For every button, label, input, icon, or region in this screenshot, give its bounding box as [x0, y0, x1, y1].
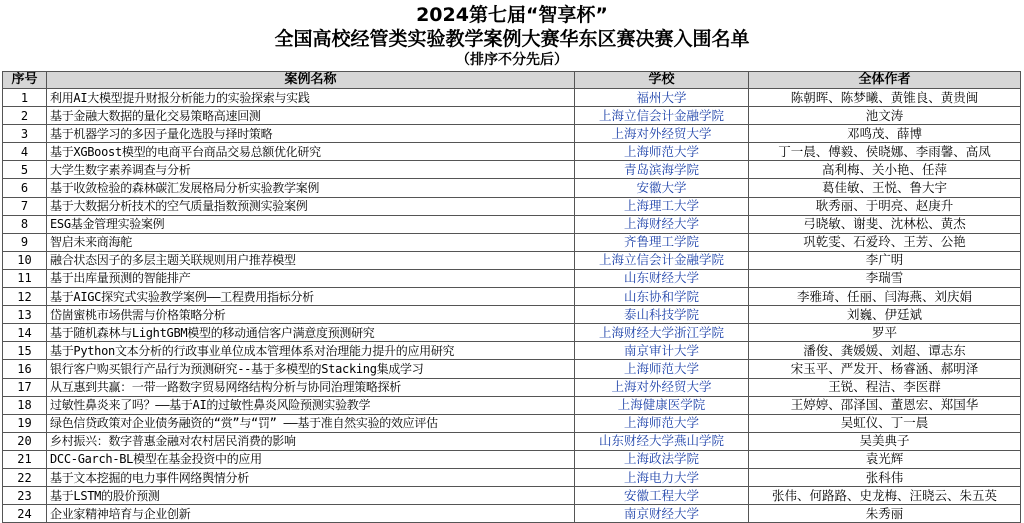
case-name-cell: 企业家精神培育与企业创新: [47, 505, 575, 523]
authors-cell: 张伟、何路路、史龙梅、汪晓云、朱五英: [749, 487, 1021, 505]
school-cell: 上海立信会计金融学院: [575, 107, 749, 125]
case-name-cell: 融合状态因子的多层主题关联规则用户推荐模型: [47, 251, 575, 269]
sort-note: （排序不分先后）: [456, 52, 568, 68]
authors-cell: 邓鸣茂、薛博: [749, 125, 1021, 143]
authors-cell: 李瑞雪: [749, 269, 1021, 287]
authors-cell: 高利梅、关小艳、任萍: [749, 161, 1021, 179]
authors-cell: 吴虹仪、丁一晨: [749, 414, 1021, 432]
row-number: 3: [3, 125, 47, 143]
authors-cell: 潘俊、龚媛媛、刘超、谭志东: [749, 342, 1021, 360]
authors-cell: 李广明: [749, 251, 1021, 269]
table-row: [3, 179, 1021, 197]
authors-cell: 刘巍、伊廷斌: [749, 306, 1021, 324]
row-number: 10: [3, 251, 47, 269]
case-name-cell: 基于出库量预测的智能排产: [47, 269, 575, 287]
table-row: [3, 342, 1021, 360]
table-row: [3, 143, 1021, 161]
case-name-cell: 乡村振兴：数字普惠金融对农村居民消费的影响: [47, 432, 575, 450]
row-number: 13: [3, 306, 47, 324]
row-number: 7: [3, 197, 47, 215]
row-number: 23: [3, 487, 47, 505]
row-number: 1: [3, 89, 47, 107]
table-row: [3, 125, 1021, 143]
authors-cell: 张科伟: [749, 468, 1021, 486]
case-name-cell: 基于收敛检验的森林碳汇发展格局分析实验教学案例: [47, 179, 575, 197]
column-header-no: 序号: [3, 72, 47, 89]
table-row: [3, 288, 1021, 306]
case-name-cell: 基于XGBoost模型的电商平台商品交易总额优化研究: [47, 143, 575, 161]
case-name-cell: 从互惠到共赢：一带一路数字贸易网络结构分析与协同治理策略探析: [47, 378, 575, 396]
table-row: [3, 161, 1021, 179]
school-cell: 上海财经大学浙江学院: [575, 324, 749, 342]
table-row: [3, 505, 1021, 523]
page-title: 2024第七届“智享杯”: [416, 4, 608, 26]
row-number: 9: [3, 233, 47, 251]
case-name-cell: 大学生数字素养调查与分析: [47, 161, 575, 179]
school-cell: 山东协和学院: [575, 288, 749, 306]
table-row: [3, 197, 1021, 215]
authors-cell: 李雅琦、任丽、闫海燕、刘庆娟: [749, 288, 1021, 306]
school-cell: 安徽工程大学: [575, 487, 749, 505]
row-number: 11: [3, 269, 47, 287]
table-row: [3, 269, 1021, 287]
row-number: 20: [3, 432, 47, 450]
row-number: 15: [3, 342, 47, 360]
case-name-cell: 基于LSTM的股价预测: [47, 487, 575, 505]
table-row: [3, 396, 1021, 414]
school-cell: 上海师范大学: [575, 360, 749, 378]
school-cell: 上海电力大学: [575, 468, 749, 486]
school-cell: 上海师范大学: [575, 143, 749, 161]
case-name-cell: 过敏性鼻炎来了吗？——基于AI的过敏性鼻炎风险预测实验教学: [47, 396, 575, 414]
authors-cell: 袁光辉: [749, 450, 1021, 468]
table-row: [3, 215, 1021, 233]
authors-cell: 罗平: [749, 324, 1021, 342]
case-name-cell: 银行客户购买银行产品行为预测研究--基于多模型的Stacking集成学习: [47, 360, 575, 378]
table-row: [3, 487, 1021, 505]
case-name-cell: 岱崮蜜桃市场供需与价格策略分析: [47, 306, 575, 324]
column-header-authors: 全体作者: [749, 72, 1021, 89]
authors-cell: 吴美典子: [749, 432, 1021, 450]
row-number: 14: [3, 324, 47, 342]
case-name-cell: 基于随机森林与LightGBM模型的移动通信客户满意度预测研究: [47, 324, 575, 342]
table-row: [3, 450, 1021, 468]
table-row: [3, 107, 1021, 125]
school-cell: 南京财经大学: [575, 505, 749, 523]
table-row: [3, 89, 1021, 107]
school-cell: 上海对外经贸大学: [575, 378, 749, 396]
table-body: [3, 89, 1021, 523]
school-cell: 泰山科技学院: [575, 306, 749, 324]
authors-cell: 朱秀丽: [749, 505, 1021, 523]
row-number: 8: [3, 215, 47, 233]
case-name-cell: 基于机器学习的多因子量化选股与择时策略: [47, 125, 575, 143]
authors-cell: 丁一晨、傅毅、侯晓娜、李雨馨、高凤: [749, 143, 1021, 161]
authors-cell: 王婷婷、邵泽国、董恩宏、郑国华: [749, 396, 1021, 414]
page-subtitle: 全国高校经管类实验教学案例大赛华东区赛决赛入围名单: [274, 28, 750, 50]
authors-cell: 池文涛: [749, 107, 1021, 125]
school-cell: 上海师范大学: [575, 414, 749, 432]
school-cell: 福州大学: [575, 89, 749, 107]
authors-cell: 葛佳敏、王悦、鲁大宇: [749, 179, 1021, 197]
row-number: 12: [3, 288, 47, 306]
case-name-cell: 基于文本挖掘的电力事件网络舆情分析: [47, 468, 575, 486]
case-name-cell: 基于Python文本分析的行政事业单位成本管理体系对治理能力提升的应用研究: [47, 342, 575, 360]
authors-cell: 弓晓敏、谢斐、沈林松、黄杰: [749, 215, 1021, 233]
case-name-cell: 基于金融大数据的量化交易策略高速回测: [47, 107, 575, 125]
row-number: 5: [3, 161, 47, 179]
case-name-cell: ESG基金管理实验案例: [47, 215, 575, 233]
school-cell: 上海财经大学: [575, 215, 749, 233]
case-name-cell: 智启未来商海舵: [47, 233, 575, 251]
row-number: 2: [3, 107, 47, 125]
column-header-case-name: 案例名称: [47, 72, 575, 89]
case-name-cell: 绿色信贷政策对企业债务融资的“赏”与“罚” ——基于准自然实验的效应评估: [47, 414, 575, 432]
case-name-cell: 利用AI大模型提升财报分析能力的实验探索与实践: [47, 89, 575, 107]
school-cell: 山东财经大学燕山学院: [575, 432, 749, 450]
authors-cell: 巩乾雯、石爱玲、王芳、公艳: [749, 233, 1021, 251]
authors-cell: 耿秀丽、于明亮、赵庚升: [749, 197, 1021, 215]
school-cell: 上海政法学院: [575, 450, 749, 468]
table-row: [3, 251, 1021, 269]
school-cell: 上海健康医学院: [575, 396, 749, 414]
table-row: [3, 360, 1021, 378]
table-row: [3, 324, 1021, 342]
row-number: 24: [3, 505, 47, 523]
row-number: 17: [3, 378, 47, 396]
case-name-cell: 基于大数据分析技术的空气质量指数预测实验案例: [47, 197, 575, 215]
table-row: [3, 432, 1021, 450]
school-cell: 上海对外经贸大学: [575, 125, 749, 143]
table-row: [3, 378, 1021, 396]
row-number: 21: [3, 450, 47, 468]
table-row: [3, 306, 1021, 324]
case-name-cell: 基于AIGC探究式实验教学案例——工程费用指标分析: [47, 288, 575, 306]
school-cell: 山东财经大学: [575, 269, 749, 287]
case-name-cell: DCC-Garch-BL模型在基金投资中的应用: [47, 450, 575, 468]
school-cell: 上海立信会计金融学院: [575, 251, 749, 269]
row-number: 22: [3, 468, 47, 486]
row-number: 19: [3, 414, 47, 432]
school-cell: 青岛滨海学院: [575, 161, 749, 179]
table-row: [3, 468, 1021, 486]
school-cell: 齐鲁理工学院: [575, 233, 749, 251]
row-number: 16: [3, 360, 47, 378]
table-header-row: [3, 72, 1021, 89]
column-header-school: 学校: [575, 72, 749, 89]
school-cell: 安徽大学: [575, 179, 749, 197]
school-cell: 上海理工大学: [575, 197, 749, 215]
authors-cell: 陈朝晖、陈梦曦、黄锥良、黄贵闽: [749, 89, 1021, 107]
finalist-table: [2, 71, 1021, 523]
school-cell: 南京审计大学: [575, 342, 749, 360]
table-row: [3, 233, 1021, 251]
authors-cell: 王锐、程洁、李医群: [749, 378, 1021, 396]
row-number: 18: [3, 396, 47, 414]
row-number: 6: [3, 179, 47, 197]
row-number: 4: [3, 143, 47, 161]
table-row: [3, 414, 1021, 432]
authors-cell: 宋玉平、严发开、杨睿涵、郝明泽: [749, 360, 1021, 378]
